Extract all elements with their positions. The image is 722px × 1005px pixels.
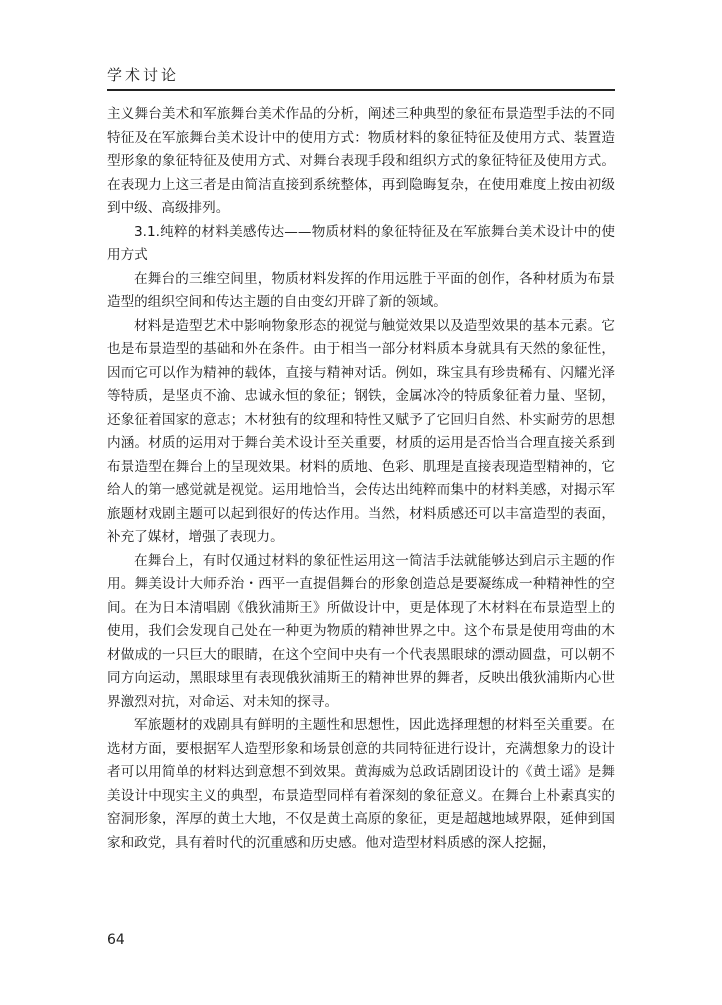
running-header: 学术讨论 bbox=[107, 66, 180, 84]
body-text bbox=[107, 103, 615, 855]
page-number: 64 bbox=[107, 932, 125, 948]
paragraph: 在舞台上，有时仅通过材料的象征性运用这一简洁手法就能够达到启示主题的作用。舞美设计大师乔治・西平一直提倡舞台的形象创造总是要凝练成一种精神性的空间。在为日本清唱剧《俄狄浦斯王》所做设计中，更是体现了木材料在布景造型上的使用，我们会发现自己处在一种更为物质的精神世界之中。这个布景是使用弯曲的木材做成的一只巨大的眼睛，在这个空间中央有一个代表黑眼球的漂动圆盘，可以朝不同方向运动，黑眼球里有表现俄狄浦斯王的精神世界的舞者，反映出俄狄浦斯内心世界激烈对抗，对命运、对未知的探寻。 bbox=[107, 552, 615, 710]
paragraph: 军旅题材的戏剧具有鲜明的主题性和思想性，因此选择理想的材料至关重要。在选材方面，要根据军人造型形象和场景创意的共同特征进行设计，充满想象力的设计者可以用简单的材料达到意想不到效果。黄海威为总政话剧团设计的《黄土谣》是舞美设计中现实主义的典型，布景造型同样有着深刻的象征意义。在舞台上朴素真实的窑洞形象，浑厚的黄土大地，不仅是黄土高原的象征，更是超越地域界限，延伸到国家和政党，具有着时代的沉重感和历史感。他对造型材料质感的深人挖掘， bbox=[107, 717, 615, 851]
section-heading: 3.1.纯粹的材料美感传达——物质材料的象征特征及在军旅舞台美术设计中的使用方式 bbox=[107, 223, 615, 263]
paragraph: 在舞台的三维空间里，物质材料发挥的作用远胜于平面的创作，各种材质为布景造型的组织空间和传达主题的自由变幻开辟了新的领域。 bbox=[107, 270, 615, 310]
header-rule bbox=[107, 89, 615, 91]
paragraph: 主义舞台美术和军旅舞台美术作品的分析，阐述三种典型的象征布景造型手法的不同特征及在军旅舞台美术设计中的使用方式：物质材料的象征特征及使用方式、装置造型形象的象征特征及使用方式、对舞台表现手段和组织方式的象征特征及使用方式。在表现力上这三者是由简洁直接到系统整体，再到隐晦复杂，在使用难度上按由初级到中级、高级排列。 bbox=[107, 106, 615, 216]
paragraph: 材料是造型艺术中影响物象形态的视觉与触觉效果以及造型效果的基本元素。它也是布景造型的基础和外在条件。由于相当一部分材料质本身就具有天然的象征性，因而它可以作为精神的载体，直接与精神对话。例如，珠宝具有珍贵稀有、闪耀光泽等特质，是坚贞不渝、忠诚永恒的象征；钢铁，金属冰冷的特质象征着力量、坚韧，还象征着国家的意志；木材独有的纹理和特性又赋予了它回归自然、朴实耐劳的思想内涵。材质的运用对于舞台美术设计至关重要，材质的运用是否恰当合理直接关系到布景造型在舞台上的呈现效果。材料的质地、色彩、肌理是直接表现造型精神的，它给人的第一感觉就是视觉。运用地恰当，会传达出纯粹而集中的材料美感，对揭示军旅题材戏剧主题可以起到很好的传达作用。当然，材料质感还可以丰富造型的表面，补充了媒材，增强了表现力。 bbox=[107, 317, 615, 545]
